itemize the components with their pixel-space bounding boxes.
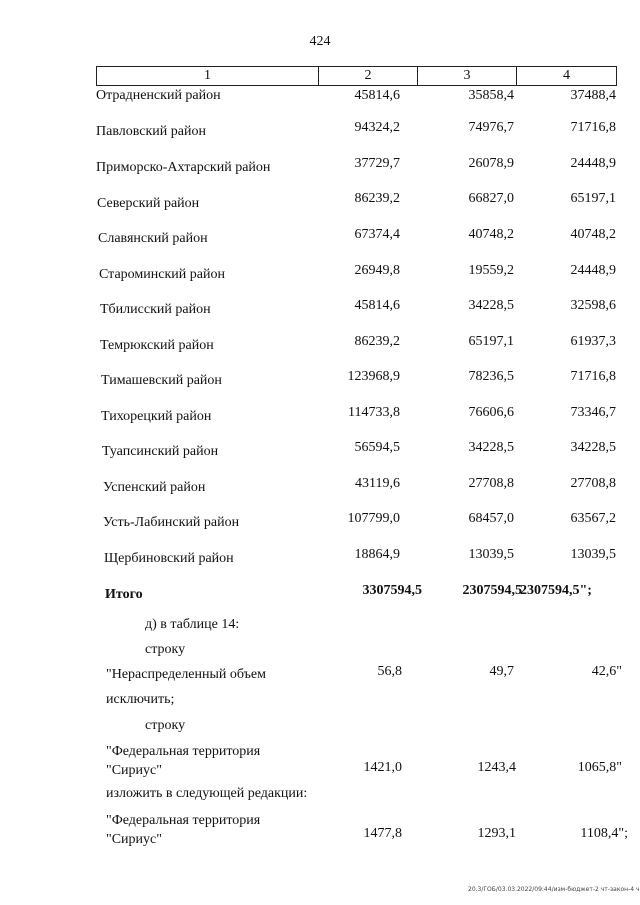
value-col-4: 40748,2 [570, 227, 616, 242]
value-col-4: 37488,4 [570, 88, 616, 103]
text-stroku-1: строку [145, 642, 186, 657]
header-col-3: 3 [463, 68, 471, 83]
value-col-3: 34228,5 [468, 440, 514, 455]
district-name: Приморско-Ахтарский район [96, 160, 271, 175]
sirius-new-col-4: 1108,4"; [580, 826, 628, 841]
value-col-2: 18864,9 [354, 547, 400, 562]
district-name: Щербиновский район [104, 551, 234, 566]
value-col-2: 123968,9 [347, 369, 400, 384]
sirius-old-col-4: 1065,8" [577, 760, 622, 775]
value-col-3: 26078,9 [468, 156, 514, 171]
value-col-2: 37729,7 [354, 156, 400, 171]
value-col-2: 26949,8 [354, 263, 400, 278]
value-col-3: 78236,5 [468, 369, 514, 384]
value-col-4: 61937,3 [570, 334, 616, 349]
district-name: Северский район [97, 196, 200, 211]
value-col-3: 27708,8 [468, 476, 514, 491]
district-name: Туапсинский район [102, 444, 219, 459]
total-col-2: 3307594,5 [362, 583, 422, 598]
district-name: Темрюкский район [100, 338, 214, 353]
sirius-old-label-line2: "Сириус" [106, 763, 162, 778]
value-col-4: 71716,8 [570, 120, 616, 135]
sirius-old-col-2: 1421,0 [363, 760, 402, 775]
value-col-4: 13039,5 [570, 547, 616, 562]
district-name: Павловский район [96, 124, 206, 139]
total-col-4: 2307594,5"; [520, 583, 592, 598]
unallocated-col-2: 56,8 [377, 664, 402, 679]
table-header [96, 66, 617, 86]
value-col-4: 32598,6 [570, 298, 616, 313]
value-col-2: 114733,8 [348, 405, 400, 420]
sirius-new-col-2: 1477,8 [363, 826, 402, 841]
value-col-4: 71716,8 [570, 369, 616, 384]
value-col-2: 56594,5 [354, 440, 400, 455]
value-col-4: 65197,1 [570, 191, 616, 206]
district-name: Тбилисский район [100, 302, 211, 317]
district-name: Успенский район [103, 480, 206, 495]
value-col-3: 19559,2 [468, 263, 514, 278]
value-col-3: 40748,2 [468, 227, 514, 242]
value-col-4: 73346,7 [570, 405, 616, 420]
value-col-2: 107799,0 [347, 511, 400, 526]
value-col-3: 74976,7 [468, 120, 514, 135]
value-col-2: 45814,6 [354, 298, 400, 313]
value-col-3: 35858,4 [468, 88, 514, 103]
value-col-2: 86239,2 [354, 191, 400, 206]
value-col-4: 34228,5 [570, 440, 616, 455]
total-col-3: 2307594,5 [462, 583, 522, 598]
header-col-4: 4 [563, 68, 570, 83]
text-izlozhit: изложить в следующей редакции: [106, 786, 308, 801]
value-col-3: 34228,5 [468, 298, 514, 313]
value-col-4: 27708,8 [570, 476, 616, 491]
para-d: д) в таблице 14: [145, 617, 240, 632]
unallocated-col-4: 42,6" [591, 664, 622, 679]
sirius-old-label-line1: "Федеральная территория [106, 744, 261, 759]
value-col-3: 65197,1 [468, 334, 514, 349]
value-col-4: 24448,9 [570, 156, 616, 171]
sirius-old-col-3: 1243,4 [477, 760, 516, 775]
value-col-2: 94324,2 [354, 120, 400, 135]
value-col-3: 13039,5 [468, 547, 514, 562]
page-number: 424 [309, 34, 331, 49]
text-isklyuchit: исключить; [106, 692, 175, 707]
district-name: Усть-Лабинский район [103, 515, 240, 530]
district-name: Тихорецкий район [101, 409, 212, 424]
value-col-4: 63567,2 [570, 511, 616, 526]
sirius-new-label-line2: "Сириус" [106, 832, 162, 847]
footer-stamp: 20.3/ГОБ/03.03.2022/09:44/изм-бюджет-2 чт-закон-4 ч [468, 886, 640, 893]
sirius-new-label-line1: "Федеральная территория [106, 813, 261, 828]
total-label: Итого [105, 587, 143, 602]
value-col-3: 68457,0 [468, 511, 514, 526]
unallocated-col-3: 49,7 [489, 664, 514, 679]
district-name: Тимашевский район [101, 373, 222, 388]
district-name: Славянский район [98, 231, 208, 246]
value-col-4: 24448,9 [570, 263, 616, 278]
text-stroku-2: строку [145, 718, 186, 733]
district-name: Отрадненский район [96, 88, 221, 103]
header-col-1: 1 [204, 68, 211, 83]
value-col-2: 43119,6 [355, 476, 400, 491]
header-col-2: 2 [364, 68, 372, 83]
value-col-3: 76606,6 [468, 405, 514, 420]
value-col-2: 86239,2 [354, 334, 400, 349]
unallocated-label: "Нераспределенный объем [106, 667, 266, 682]
value-col-2: 45814,6 [354, 88, 400, 103]
value-col-3: 66827,0 [468, 191, 514, 206]
district-name: Староминский район [99, 267, 225, 282]
sirius-new-col-3: 1293,1 [477, 826, 516, 841]
value-col-2: 67374,4 [354, 227, 400, 242]
